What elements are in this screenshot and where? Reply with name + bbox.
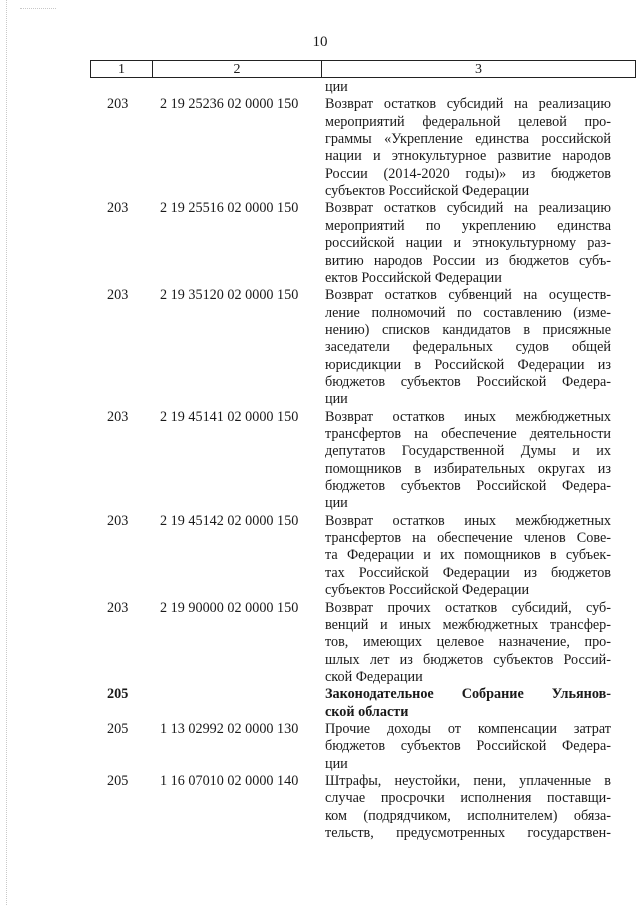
description-line: Штрафы, неустойки, пени, уплаченные в [325, 773, 611, 789]
scan-margin-marks [6, 0, 9, 905]
description-line: ектов Российской Федерации [325, 269, 502, 286]
description-line: ление полномочий по составлению (изме- [325, 304, 611, 321]
description-line: нению) списков кандидатов в присяжные [325, 321, 611, 338]
description-line: ции [325, 391, 348, 408]
budget-code: 2 19 25236 02 0000 150 [160, 96, 299, 113]
description-line: Возврат остатков субсидий на реализацию [325, 96, 611, 113]
budget-code: 2 19 35120 02 0000 150 [160, 287, 299, 304]
description-line: России (2014-2020 годы)» из бюджетов [325, 165, 611, 182]
description-line: Законодательное Собрание Ульянов- [325, 686, 611, 703]
description-line: граммы «Укрепление единства российской [325, 131, 611, 148]
description-line: субъектов Российской Федерации [325, 582, 530, 599]
admin-code: 205 [107, 686, 129, 703]
description-line: трансфертов на обеспечение деятельности [325, 426, 611, 442]
admin-code: 203 [107, 512, 129, 529]
description-line: венций и иных межбюджетных трансфер- [325, 616, 611, 633]
description-line: бюджетов субъектов Российской Федера- [325, 478, 611, 495]
budget-code: 1 16 07010 02 0000 140 [160, 773, 299, 789]
description-line: Возврат остатков субвенций на осуществ- [325, 287, 611, 304]
description-line: Возврат остатков иных межбюджетных [325, 408, 611, 425]
description-line: бюджетов субъектов Российской Федера- [325, 373, 611, 390]
header-col-3: 3 [321, 61, 636, 77]
description-line: шлых лет из бюджетов субъектов Россий- [325, 651, 611, 668]
description-line: помощников в избирательных округах из [325, 460, 611, 477]
description-line: случае просрочки исполнения поставщи- [325, 790, 611, 807]
budget-code: 2 19 25516 02 0000 150 [160, 200, 299, 217]
description-line: депутатов Государственной Думы и их [325, 443, 611, 460]
description-line: Возврат остатков субсидий на реализацию [325, 200, 611, 217]
page-number: 10 [312, 34, 328, 50]
admin-code: 203 [107, 96, 129, 113]
budget-code: 2 19 45142 02 0000 150 [160, 512, 299, 529]
description-line: ской Федерации [325, 668, 423, 685]
budget-code: 2 19 90000 02 0000 150 [160, 599, 299, 616]
description-line: витию народов России из бюджетов субъ- [325, 252, 611, 269]
admin-code: 203 [107, 599, 129, 616]
admin-code: 205 [107, 773, 129, 789]
description-line: Возврат прочих остатков субсидий, суб- [325, 599, 611, 616]
description-line: нации и этнокультурное развитие народов [325, 148, 611, 165]
description-line: тов, имеющих целевое назначение, про- [325, 634, 611, 651]
description-line: трансфертов на обеспечение членов Сове- [325, 530, 611, 547]
description-line: ской области [325, 703, 409, 720]
table-header [90, 60, 636, 78]
description-line: Возврат остатков иных межбюджетных [325, 512, 611, 529]
description-line: ции [325, 495, 348, 512]
description-line: бюджетов субъектов Российской Федера- [325, 738, 611, 755]
budget-code: 1 13 02992 02 0000 130 [160, 720, 299, 737]
description-line: Прочие доходы от компенсации затрат [325, 720, 611, 737]
description-line: ции [325, 755, 348, 772]
description-line: мероприятий по укреплению единства [325, 217, 611, 234]
description-line: субъектов Российской Федерации [325, 183, 530, 200]
scan-top-mark [20, 8, 56, 9]
description-line: ком (подрядчиком, исполнителем) обяза- [325, 807, 611, 824]
continuation-text: ции [325, 79, 348, 95]
header-col-2: 2 [152, 61, 321, 77]
admin-code: 203 [107, 408, 129, 425]
description-line: мероприятий федеральной целевой про- [325, 113, 611, 130]
description-line: российской нации и этнокультурному раз- [325, 235, 611, 252]
admin-code: 203 [107, 200, 129, 217]
description-line: заседатели федеральных судов общей [325, 339, 611, 356]
description-line: та Федерации и их помощников в субъек- [325, 547, 611, 564]
admin-code: 203 [107, 287, 129, 304]
budget-code: 2 19 45141 02 0000 150 [160, 408, 299, 425]
header-col-1: 1 [90, 61, 152, 77]
description-line: тельств, предусмотренных государствен- [325, 825, 611, 842]
admin-code: 205 [107, 720, 129, 737]
description-line: юрисдикции в Российской Федерации из [325, 356, 611, 373]
description-line: тах Российской Федерации из бюджетов [325, 564, 611, 581]
